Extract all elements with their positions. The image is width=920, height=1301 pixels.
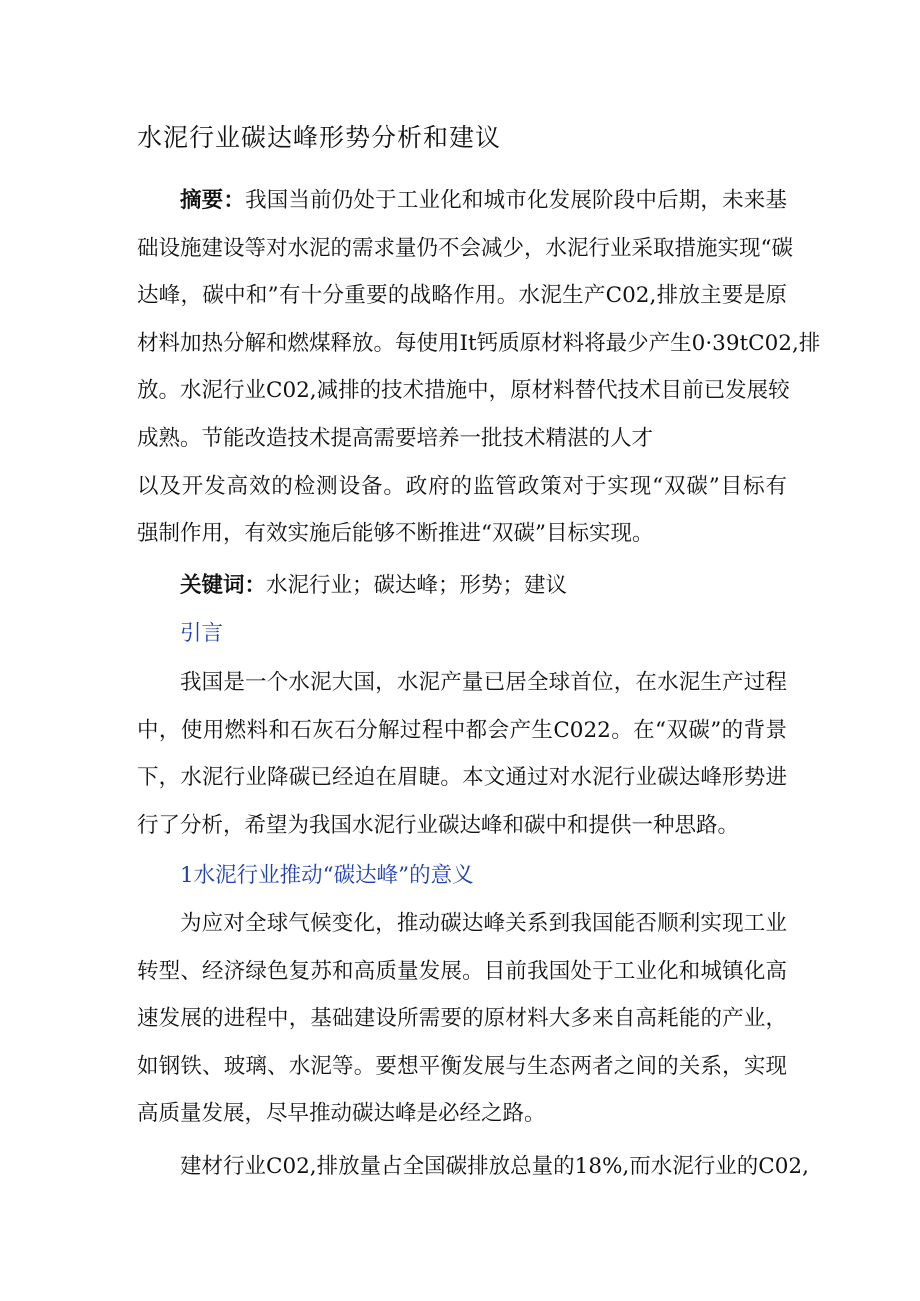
abstract-line-1: 摘要：我国当前仍处于工业化和城市化发展阶段中后期，未来基: [180, 188, 787, 213]
section1-p2-line-1: 建材行业C02,排放量占全国碳排放总量的18%,而水泥行业的C02,: [180, 1154, 809, 1179]
keywords-label: 关键词：: [180, 573, 267, 598]
abstract-paragraph: [137, 177, 821, 558]
keywords-text: 水泥行业；碳达峰；形势；建议: [266, 573, 568, 598]
abstract-line-2: 础设施建设等对水泥的需求量仍不会减少，水泥行业采取措施实现“碳: [137, 235, 793, 261]
intro-paragraph: [137, 659, 787, 849]
abstract-line-7: 以及开发高效的检测设备。政府的监管政策对于实现“双碳”目标有: [137, 473, 787, 499]
document-title: 水泥行业碳达峰形势分析和建议: [137, 123, 502, 152]
section-1-heading: 1水泥行业推动“碳达峰”的意义: [180, 863, 474, 888]
section-1-paragraph-1: [137, 900, 787, 1138]
intro-heading: 引言: [180, 621, 224, 646]
intro-line-4: 行了分析，希望为我国水泥行业碳达峰和碳中和提供一种思路。: [137, 812, 740, 838]
section1-p1-line-4: 如钢铁、玻璃、水泥等。要想平衡发展与生态两者之间的关系，实现: [137, 1053, 787, 1079]
abstract-line-3: 达峰，碳中和”有十分重要的战略作用。水泥生产C02,排放主要是原: [137, 283, 787, 309]
intro-line-1: 我国是一个水泥大国，水泥产量已居全球首位，在水泥生产过程: [180, 670, 787, 695]
keywords-paragraph: [137, 562, 787, 610]
section-1-paragraph-2: [137, 1143, 809, 1191]
section1-p1-line-5: 高质量发展，尽早推动碳达峰是必经之路。: [137, 1101, 546, 1127]
abstract-line-8: 强制作用，有效实施后能够不断推进“双碳”目标实现。: [137, 521, 654, 547]
intro-line-3: 下，水泥行业降碳已经迫在眉睫。本文通过对水泥行业碳达峰形势进: [137, 765, 787, 791]
section1-p1-line-2: 转型、经济绿色复苏和高质量发展。目前我国处于工业化和城镇化高: [137, 958, 787, 984]
abstract-label: 摘要：: [180, 188, 246, 213]
section1-p1-line-1: 为应对全球气候变化，推动碳达峰关系到我国能否顺利实现工业: [180, 911, 787, 936]
abstract-line-4: 材料加热分解和燃煤释放。每使用It钙质原材料将最少产生0·39tC02,排: [137, 330, 821, 356]
abstract-line-5: 放。水泥行业C02,减排的技术措施中，原材料替代技术目前已发展较: [137, 378, 790, 404]
abstract-line-6: 成熟。节能改造技术提高需要培养一批技术精湛的人才: [137, 425, 654, 451]
keywords-line: [137, 562, 787, 610]
intro-line-2: 中，使用燃料和石灰石分解过程中都会产生C022。在“双碳”的背景: [137, 717, 787, 743]
section1-p1-line-3: 速发展的进程中，基础建设所需要的原材料大多来自高耗能的产业，: [137, 1006, 787, 1032]
